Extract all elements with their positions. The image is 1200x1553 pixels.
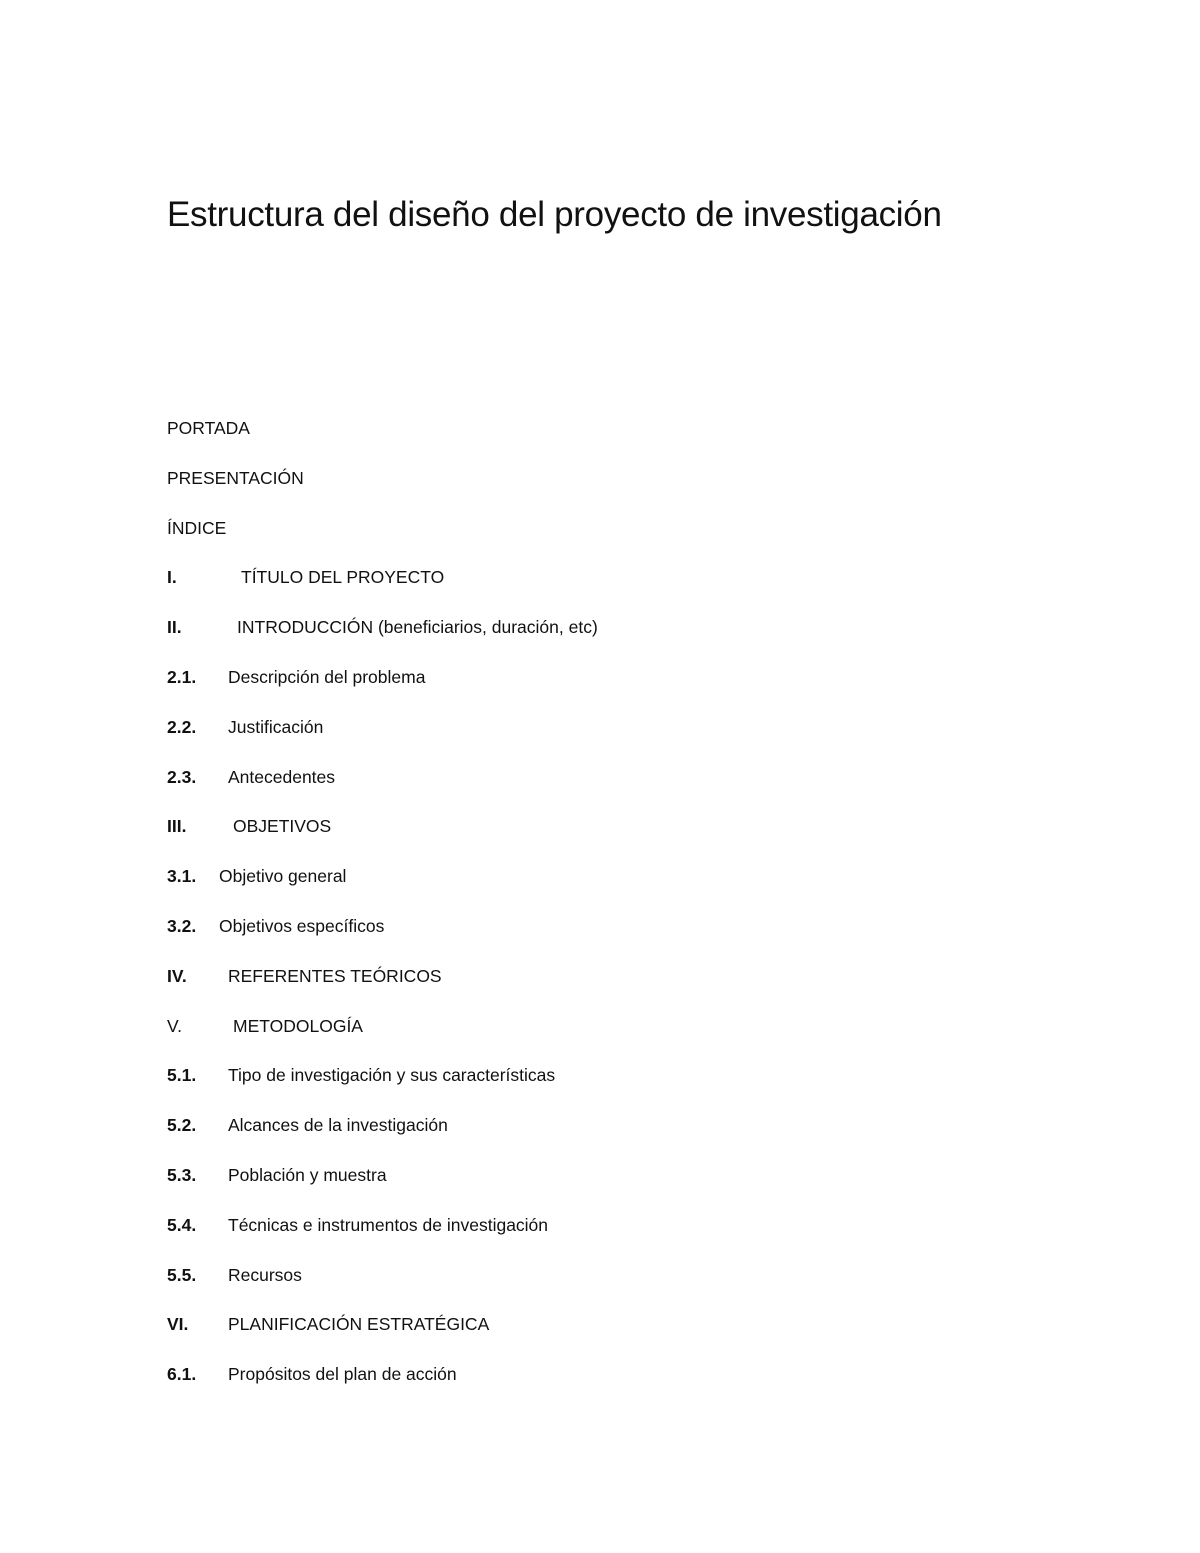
outline-item-introduccion [167,615,598,665]
item-number: V. [167,1015,182,1036]
item-text: Antecedentes [228,766,336,787]
item-text: PRESENTACIÓN [167,467,304,488]
outline-item-5-5 [167,1263,302,1313]
outline-item-3-2 [167,914,385,964]
item-text: Recursos [228,1264,302,1285]
item-text: Tipo de investigación y sus características [228,1065,556,1086]
item-text: Descripción del problema [228,666,426,687]
item-number: IV. [167,965,187,986]
item-number: VI. [167,1314,189,1335]
item-text: Objetivos específicos [219,915,385,936]
item-text: REFERENTES TEÓRICOS [228,965,442,986]
item-text: Técnicas e instrumentos de investigación [228,1214,549,1235]
outline-item-6-1 [167,1362,457,1412]
item-number: I. [167,567,177,588]
outline-item-titulo [167,565,445,615]
outline-item-2-3 [167,765,336,815]
item-number: III. [167,816,187,837]
item-text: PLANIFICACIÓN ESTRATÉGICA [228,1314,490,1335]
item-text: METODOLOGÍA [233,1015,363,1036]
item-text: INTRODUCCIÓN (beneficiarios, duración, etc) [237,617,598,638]
outline-item-planificacion [167,1312,490,1362]
item-text: PORTADA [167,418,250,438]
item-text: Propósitos del plan de acción [228,1364,457,1385]
item-text: Justificación [228,716,324,737]
outline-item-presentacion [167,466,304,516]
item-number: 5.1. [167,1065,197,1086]
outline-item-5-3 [167,1163,387,1213]
outline-item-portada [167,416,250,466]
item-number: 3.2. [167,915,197,936]
outline-item-5-1 [167,1063,556,1113]
item-number: 5.5. [167,1264,197,1285]
document-title: Estructura del diseño del proyecto de investigación [167,195,942,234]
outline-item-metodologia [167,1014,363,1064]
outline-item-5-2 [167,1113,448,1163]
item-number: 3.1. [167,866,197,887]
item-text: Población y muestra [228,1164,387,1185]
item-number: 5.4. [167,1214,197,1235]
outline-item-3-1 [167,864,347,914]
item-text: ÍNDICE [167,517,227,538]
outline-item-2-2 [167,715,324,765]
item-number: II. [167,617,182,638]
outline-list [167,416,598,1412]
item-number: 5.3. [167,1164,197,1185]
outline-item-indice [167,516,227,566]
item-number: 2.3. [167,766,197,787]
outline-item-5-4 [167,1213,549,1263]
outline-item-2-1 [167,665,426,715]
item-number: 5.2. [167,1115,197,1136]
outline-item-referentes [167,964,442,1014]
outline-item-objetivos [167,814,332,864]
item-number: 6.1. [167,1364,197,1385]
item-text: TÍTULO DEL PROYECTO [241,567,445,588]
item-number: 2.2. [167,716,197,737]
item-text: OBJETIVOS [233,816,332,837]
item-text: Alcances de la investigación [228,1115,448,1136]
item-text: Objetivo general [219,866,347,887]
item-number: 2.1. [167,666,197,687]
